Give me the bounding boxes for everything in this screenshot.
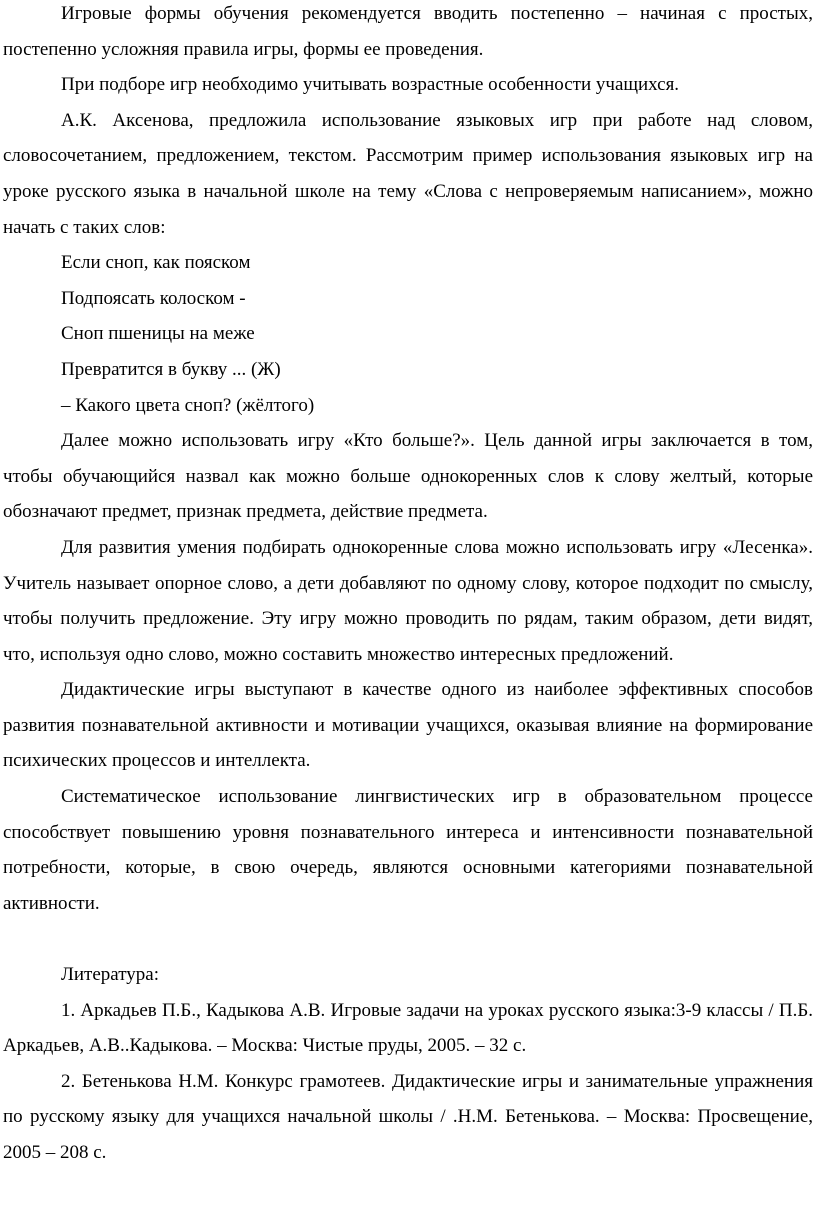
paragraph-age-features: При подборе игр необходимо учитывать возрастные особенности учащихся. xyxy=(61,74,680,96)
literature-item: 1. Аркадьев П.Б., Кадыкова А.В. Игровые задачи на уроках русского языка:3-9 классы / П.Б. Аркадьев, А.В..Кадыкова. – Москва: Чистые пруды, 2005. – 32 с. xyxy=(3,999,813,1057)
paragraph-aksenova: А.К. Аксенова, предложила использование языковых игр при работе над словом, словосочетанием, предложением, текстом. Рассмотрим пример использования языковых игр на уроке русского языка в начальной школе на тему «Слова с непроверяемым написанием», можно начать с таких слов: xyxy=(3,109,813,238)
poem-question: – Какого цвета сноп? (жёлтого) xyxy=(61,394,315,416)
poem-line: Подпоясать колоском - xyxy=(61,287,246,309)
poem-line: Если сноп, как пояском xyxy=(61,252,251,274)
paragraph-who-more-game: Далее можно использовать игру «Кто больше?». Цель данной игры заключается в том, чтобы обучающийся назвал как можно больше однокоренных слов к слову желтый, которые обозначают предмет, признак предмета, действие предмета. xyxy=(3,430,813,523)
blank-line xyxy=(3,921,813,957)
paragraph-ladder-game: Для развития умения подбирать однокоренные слова можно использовать игру «Лесенка». Учитель называет опорное слово, а дети добавляют по одному слову, которое подходит по смыслу, чтобы получить предложение. Эту игру можно проводить по рядам, таким образом, дети видят, что, используя одно слово, можно составить множество интересных предложений. xyxy=(3,536,813,665)
paragraph-didactic-games: Дидактические игры выступают в качестве одного из наиболее эффективных способов развития познавательной активности и мотивации учащихся, оказывая влияние на формирование психических процессов и интеллекта. xyxy=(3,679,813,772)
poem-line: Превратится в букву ... (Ж) xyxy=(61,358,281,380)
literature-item: 2. Бетенькова Н.М. Конкурс грамотеев. Дидактические игры и занимательные упражнения по русскому языку для учащихся начальной школы / .Н.М. Бетенькова. – Москва: Просвещение, 2005 – 208 с. xyxy=(3,1070,813,1163)
literature-heading: Литература: xyxy=(61,964,159,986)
poem-line: Сноп пшеницы на меже xyxy=(61,323,255,345)
paragraph-game-forms: Игровые формы обучения рекомендуется вводить постепенно – начиная с простых, постепенно усложняя правила игры, формы ее проведения. xyxy=(3,3,813,60)
paragraph-systematic-use: Систематическое использование лингвистических игр в образовательном процессе способствует повышению уровня познавательного интереса и интенсивности познавательной потребности, которые, в свою очередь, являются основными категориями познавательной активности. xyxy=(3,786,813,914)
